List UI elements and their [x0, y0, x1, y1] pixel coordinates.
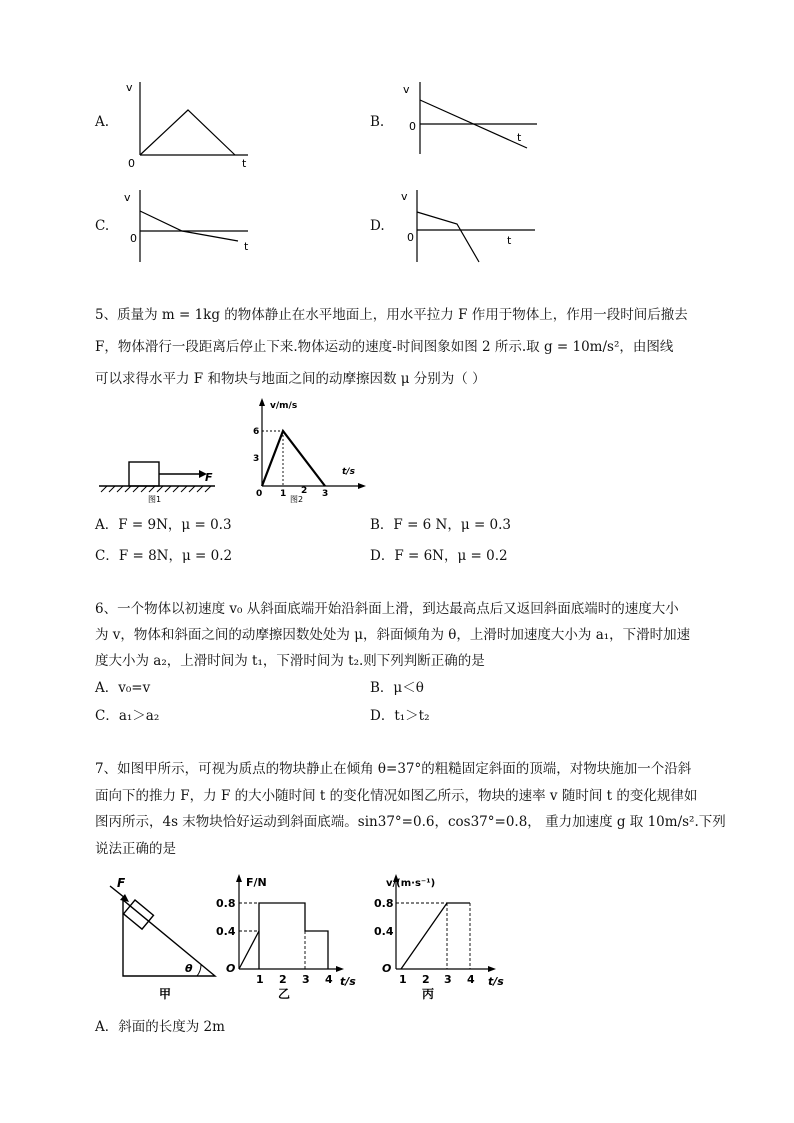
q6-option-c[interactable]: C．a₁＞a₂: [95, 708, 160, 724]
q5-figure-2: [250, 396, 370, 506]
q7-line2: 面向下的推力 F，力 F 的大小随时间 t 的变化情况如图乙所示，物块的速率 v 随时间 t 的变化规律如: [95, 788, 698, 804]
graph-c-t-label: t: [244, 240, 249, 253]
q7-option-a[interactable]: A．斜面的长度为 2m: [95, 1019, 225, 1035]
q5-fig2-xtick-1: 1: [280, 489, 287, 499]
q7-yi-xlabel: t/s: [340, 975, 356, 988]
q7-line1: 7、如图甲所示，可视为质点的物块静止在倾角 θ=37°的粗糙固定斜面的顶端，对物块施加一个沿斜: [95, 761, 692, 777]
graph-c-origin: 0: [130, 232, 137, 245]
graph-a: [120, 78, 260, 170]
graph-b-v-label: v: [403, 83, 410, 96]
q5-fig2-xlabel: t/s: [342, 467, 355, 477]
graph-a-origin: 0: [128, 157, 135, 170]
q7-yi-origin: O: [226, 962, 236, 975]
q6-option-a[interactable]: A．v₀=v: [95, 680, 151, 696]
q5-line2: F，物体滑行一段距离后停止下来.物体运动的速度-时间图象如图 2 所示.取 g = 10m/s²，由图线: [95, 339, 674, 355]
q7-jia-caption: 甲: [159, 987, 172, 1001]
q6-line2: 为 v，物体和斜面之间的动摩擦因数处处为 μ，斜面倾角为 θ，上滑时加速度大小为 a₁，下滑时加速: [95, 627, 691, 643]
graph-c: [120, 186, 260, 266]
option-a-letter: A.: [95, 114, 110, 130]
q5-fig2-ylabel: v/m/s: [270, 401, 298, 411]
graph-d: [395, 186, 545, 264]
q7-yi-xtick-1: 1: [256, 973, 264, 986]
q7-yi-ytick-08: 0.8: [216, 897, 236, 910]
graph-d-v-label: v: [401, 190, 408, 203]
q7-yi-caption: 乙: [278, 987, 291, 1001]
graph-b: [395, 78, 545, 160]
q6-line1: 6、一个物体以初速度 v₀ 从斜面底端开始沿斜面上滑，到达最高点后又返回斜面底端时的速度大小: [95, 601, 679, 617]
q5-fig1-force-label: F: [205, 471, 213, 484]
q7-yi-ytick-04: 0.4: [216, 925, 236, 938]
q7-bing-xlabel: t/s: [488, 975, 504, 988]
q5-fig2-ytick-6: 6: [253, 427, 260, 437]
option-c-letter: C.: [95, 218, 110, 234]
q7-bing-xtick-4: 4: [467, 973, 475, 986]
q7-bing-caption: 丙: [422, 987, 435, 1001]
q7-bing-origin: O: [382, 962, 392, 975]
q5-figure-1: [95, 448, 225, 504]
graph-c-v-label: v: [124, 191, 131, 204]
q7-yi-xtick-3: 3: [302, 973, 310, 986]
q5-option-b[interactable]: B．F = 6 N，μ = 0.3: [370, 517, 512, 533]
q7-yi-ylabel: F/N: [246, 876, 267, 889]
q6-line3: 度大小为 a₂，上滑时间为 t₁，下滑时间为 t₂.则下列判断正确的是: [95, 653, 485, 669]
graph-b-t-label: t: [517, 131, 522, 144]
q5-fig1-caption: 图1: [148, 495, 162, 504]
q7-bing-ytick-08: 0.8: [374, 897, 394, 910]
q6-option-b[interactable]: B．μ＜θ: [370, 680, 424, 696]
q7-jia-force-label: F: [117, 876, 126, 890]
q7-line3: 图丙所示，4s 末物块恰好运动到斜面底端。sin37°=0.6，cos37°=0.8， 重力加速度 g 取 10m/s².下列: [95, 814, 726, 830]
q5-line3: 可以求得水平力 F 和物块与地面之间的动摩擦因数 μ 分别为（ ）: [95, 371, 486, 387]
q7-bing-xtick-3: 3: [444, 973, 452, 986]
graph-a-t-label: t: [242, 157, 247, 170]
q7-figure-yi: [216, 872, 362, 1004]
q6-option-d[interactable]: D．t₁＞t₂: [370, 708, 430, 724]
q5-option-a[interactable]: A．F = 9N，μ = 0.3: [95, 517, 232, 533]
q7-bing-xtick-1: 1: [399, 973, 407, 986]
option-d-letter: D.: [370, 218, 385, 234]
q5-fig2-ytick-3: 3: [253, 454, 260, 464]
option-b-letter: B.: [370, 114, 385, 130]
q5-line1: 5、质量为 m = 1kg 的物体静止在水平地面上，用水平拉力 F 作用于物体上，作用一段时间后撤去: [95, 307, 688, 323]
q7-yi-xtick-2: 2: [279, 973, 287, 986]
q5-fig2-xtick-0: 0: [256, 489, 263, 499]
q7-figure-bing: [360, 872, 510, 1004]
q7-yi-xtick-4: 4: [325, 973, 333, 986]
graph-d-t-label: t: [507, 234, 512, 247]
q7-bing-ylabel: v/(m·s⁻¹): [386, 878, 436, 889]
graph-b-origin: 0: [409, 120, 416, 133]
graph-a-v-label: v: [126, 81, 133, 94]
q5-fig2-xtick-3: 3: [322, 489, 329, 499]
q5-fig2-xtick-2: 2: [301, 486, 308, 496]
graph-d-origin: 0: [407, 231, 414, 244]
q7-jia-angle-label: θ: [185, 962, 193, 975]
q7-bing-ytick-04: 0.4: [374, 925, 394, 938]
q7-bing-xtick-2: 2: [422, 973, 430, 986]
q5-fig2-caption: 图2: [290, 495, 304, 504]
q5-option-c[interactable]: C．F = 8N，μ = 0.2: [95, 548, 233, 564]
q7-figure-jia: [105, 872, 225, 1004]
q5-option-d[interactable]: D．F = 6N，μ = 0.2: [370, 548, 508, 564]
q7-line4: 说法正确的是: [95, 841, 176, 857]
